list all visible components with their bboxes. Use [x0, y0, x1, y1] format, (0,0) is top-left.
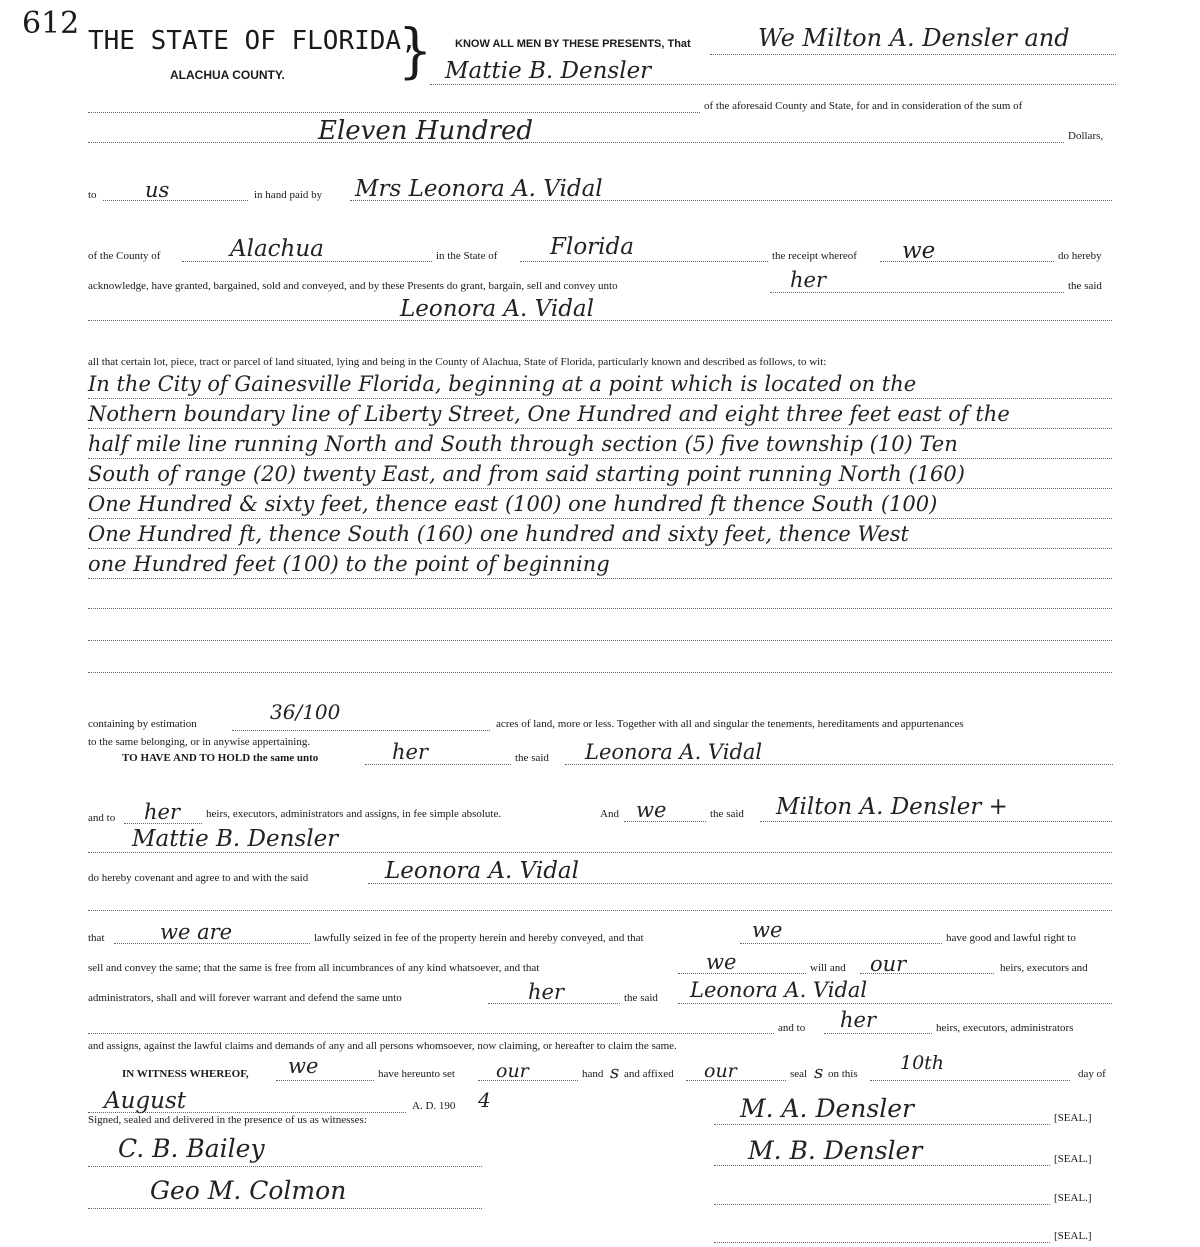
do-hereby-text: do hereby [1058, 250, 1102, 262]
county-handwritten: Alachua [230, 236, 324, 262]
assigns-text: and assigns, against the lawful claims and demands of any and all persons whomsoever, now claiming, or hereafter to claim the same. [88, 1040, 677, 1052]
dotted-line [520, 261, 768, 262]
dotted-line [88, 910, 1112, 911]
grantors-handwritten-1: We Milton A. Densler and [758, 24, 1070, 52]
dotted-line [714, 1165, 1050, 1166]
habendum-grantee-handwritten: Leonora A. Vidal [585, 740, 763, 764]
witness-handwritten: we [288, 1054, 319, 1078]
hand-text: hand [582, 1068, 604, 1080]
of-county-text: of the County of [88, 250, 161, 262]
dotted-line [714, 1204, 1050, 1205]
grantor-signature: M. A. Densler [740, 1094, 914, 1123]
habendum-unto-handwritten: her [392, 740, 428, 764]
dotted-line [488, 1003, 620, 1004]
know-all-men: KNOW ALL MEN BY THESE PRESENTS, That [455, 38, 691, 50]
dotted-line [232, 730, 490, 731]
that-text: that [88, 932, 105, 944]
dotted-line [430, 84, 1116, 85]
dotted-line [368, 883, 1112, 884]
containing-text: containing by estimation [88, 718, 197, 730]
covenant-text: do hereby covenant and agree to and with the said [88, 872, 309, 884]
on-this-text: on this [828, 1068, 858, 1080]
of-aforesaid-text: of the aforesaid County and State, for and in consideration of the sum of [704, 100, 1023, 112]
dotted-line [880, 261, 1054, 262]
admin-grantee-handwritten: Leonora A. Vidal [690, 978, 868, 1002]
and-to-text: and to [88, 812, 116, 824]
dotted-line [88, 428, 1112, 429]
dotted-line [824, 1033, 932, 1034]
dotted-line [624, 821, 706, 822]
in-state-text: in the State of [436, 250, 498, 262]
seal-label: [SEAL.] [1054, 1153, 1092, 1165]
dollars-text: Dollars, [1068, 130, 1104, 142]
dotted-line [870, 1080, 1070, 1081]
sell-handwritten: we [706, 950, 737, 974]
witness-signature: Geo M. Colmon [150, 1176, 347, 1205]
affixed-handwritten: our [704, 1060, 737, 1082]
dotted-line [686, 1080, 786, 1081]
sell-text: sell and convey the same; that the same is free from all incumbrances of any kind whatsoever, and that [88, 962, 540, 974]
header-brace: } [398, 15, 433, 86]
dotted-line [88, 578, 1112, 579]
to-have-text: TO HAVE AND TO HOLD the same unto [122, 752, 319, 764]
seal-text: seal [790, 1068, 808, 1080]
to-handwritten: us [145, 178, 170, 202]
county-title: ALACHUA COUNTY. [170, 68, 285, 82]
page-number: 612 [22, 6, 80, 41]
payer-handwritten: Mrs Leonora A. Vidal [355, 176, 603, 202]
and-to-handwritten: her [840, 1008, 876, 1032]
grantor-signature: M. B. Densler [748, 1136, 923, 1165]
dotted-line [88, 112, 700, 113]
in-hand-paid-text: in hand paid by [254, 189, 323, 201]
seized-handwritten: we [752, 918, 783, 942]
dotted-line [678, 1003, 1112, 1004]
dotted-line [88, 1033, 774, 1034]
unto-handwritten: her [790, 268, 826, 292]
dotted-line [88, 608, 1112, 609]
amount-handwritten: Eleven Hundred [318, 116, 534, 146]
covenant-handwritten: Leonora A. Vidal [385, 858, 579, 884]
grantee-handwritten: Leonora A. Vidal [400, 296, 594, 322]
seal-label: [SEAL.] [1054, 1112, 1092, 1124]
seal-label: [SEAL.] [1054, 1230, 1092, 1242]
and-text: And [600, 808, 619, 820]
dotted-line [760, 821, 1112, 822]
dotted-line [88, 852, 1112, 853]
hand-s-handwritten: s [610, 1062, 620, 1083]
dotted-line [103, 200, 248, 201]
state-title: THE STATE OF FLORIDA, [88, 26, 417, 56]
dotted-line [770, 292, 1064, 293]
dotted-line [88, 1112, 406, 1113]
dotted-line [365, 764, 511, 765]
dotted-line [88, 672, 1112, 673]
witness-signature: C. B. Bailey [118, 1134, 265, 1163]
day-of-text: day of [1078, 1068, 1106, 1080]
in-witness-text: IN WITNESS WHEREOF, [122, 1068, 249, 1080]
dotted-line [182, 261, 432, 262]
dotted-line [88, 142, 1064, 143]
dotted-line [88, 458, 1112, 459]
year-handwritten: 4 [478, 1088, 491, 1112]
dotted-line [88, 1208, 482, 1209]
heirs-text: heirs, executors, administrators and assigns, in fee simple absolute. [206, 808, 502, 820]
dotted-line [860, 973, 994, 974]
dotted-line [565, 764, 1113, 765]
signed-text: Signed, sealed and delivered in the presence of us as witnesses: [88, 1114, 367, 1126]
acres-handwritten: 36/100 [270, 700, 341, 724]
dotted-line [88, 518, 1112, 519]
description-line: In the City of Gainesville Florida, beginning at a point which is located on the [88, 372, 917, 396]
and-to-2-text: and to [778, 1022, 806, 1034]
admin-the-said: the said [624, 992, 658, 1004]
dotted-line [88, 640, 1112, 641]
habendum-grantors-handwritten-2: Mattie B. Densler [132, 826, 339, 852]
dotted-line [350, 200, 1112, 201]
heirs-exec-text: heirs, executors and [1000, 962, 1088, 974]
acres-text: acres of land, more or less. Together with all and singular the tenements, hereditaments and appurtenances [496, 718, 964, 730]
belonging-text: to the same belonging, or in anywise appertaining. [88, 736, 311, 748]
and-handwritten: we [636, 798, 667, 822]
dotted-line [478, 1080, 578, 1081]
dotted-line [88, 398, 1112, 399]
the-said-2-text: the said [710, 808, 744, 820]
dotted-line [124, 823, 202, 824]
affixed-text: and affixed [624, 1068, 674, 1080]
dotted-line [88, 548, 1112, 549]
grant-text: acknowledge, have granted, bargained, sold and conveyed, and by these Presents do grant, bargain, sell and convey unto [88, 280, 618, 292]
dotted-line [678, 973, 806, 974]
dotted-line [710, 54, 1116, 55]
the-said-text: the said [1068, 280, 1102, 292]
receipt-text: the receipt whereof [772, 250, 857, 262]
state-handwritten: Florida [550, 234, 634, 260]
have-set-text: have hereunto set [378, 1068, 455, 1080]
dotted-line [88, 320, 1112, 321]
dotted-line [714, 1242, 1050, 1243]
description-line: One Hundred & sixty feet, thence east (100) one hundred ft thence South (100) [88, 492, 938, 516]
habendum-the-said: the said [515, 752, 549, 764]
day-handwritten: 10th [900, 1052, 945, 1074]
will-and-text: will and [810, 962, 846, 974]
good-right-text: have good and lawful right to [946, 932, 1076, 944]
heirs-exec-admin-text: heirs, executors, administrators [936, 1022, 1074, 1034]
admin-text: administrators, shall and will forever warrant and defend the same unto [88, 992, 402, 1004]
description-line: One Hundred ft, thence South (160) one hundred and sixty feet, thence West [88, 522, 909, 546]
seal-s-handwritten: s [814, 1062, 824, 1083]
that-handwritten: we are [160, 920, 233, 944]
seal-label: [SEAL.] [1054, 1192, 1092, 1204]
dotted-line [88, 1166, 482, 1167]
grantors-handwritten-2: Mattie B. Densler [445, 58, 652, 84]
dotted-line [114, 943, 310, 944]
dotted-line [276, 1080, 374, 1081]
dotted-line [740, 943, 942, 944]
description-line: one Hundred feet (100) to the point of beginning [88, 552, 610, 576]
month-handwritten: August [104, 1088, 187, 1114]
set-handwritten: our [496, 1060, 529, 1082]
heirs-handwritten: her [144, 800, 180, 824]
dotted-line [714, 1124, 1050, 1125]
description-line: Nothern boundary line of Liberty Street, One Hundred and eight three feet east of the [88, 402, 1010, 426]
will-handwritten: our [870, 952, 907, 976]
habendum-grantors-handwritten-1: Milton A. Densler + [776, 794, 1008, 820]
description-line: half mile line running North and South through section (5) five township (10) Ten [88, 432, 958, 456]
description-intro: all that certain lot, piece, tract or parcel of land situated, lying and being in the County of Alachua, State of Florida, particularly known and described as follows, to wit: [88, 356, 827, 368]
description-line: South of range (20) twenty East, and from said starting point running North (160) [88, 462, 965, 486]
receipt-handwritten: we [902, 238, 936, 264]
admin-handwritten: her [528, 980, 564, 1004]
to-text: to [88, 189, 97, 201]
seized-text: lawfully seized in fee of the property herein and hereby conveyed, and that [314, 932, 644, 944]
ad-text: A. D. 190 [412, 1100, 456, 1112]
dotted-line [88, 488, 1112, 489]
